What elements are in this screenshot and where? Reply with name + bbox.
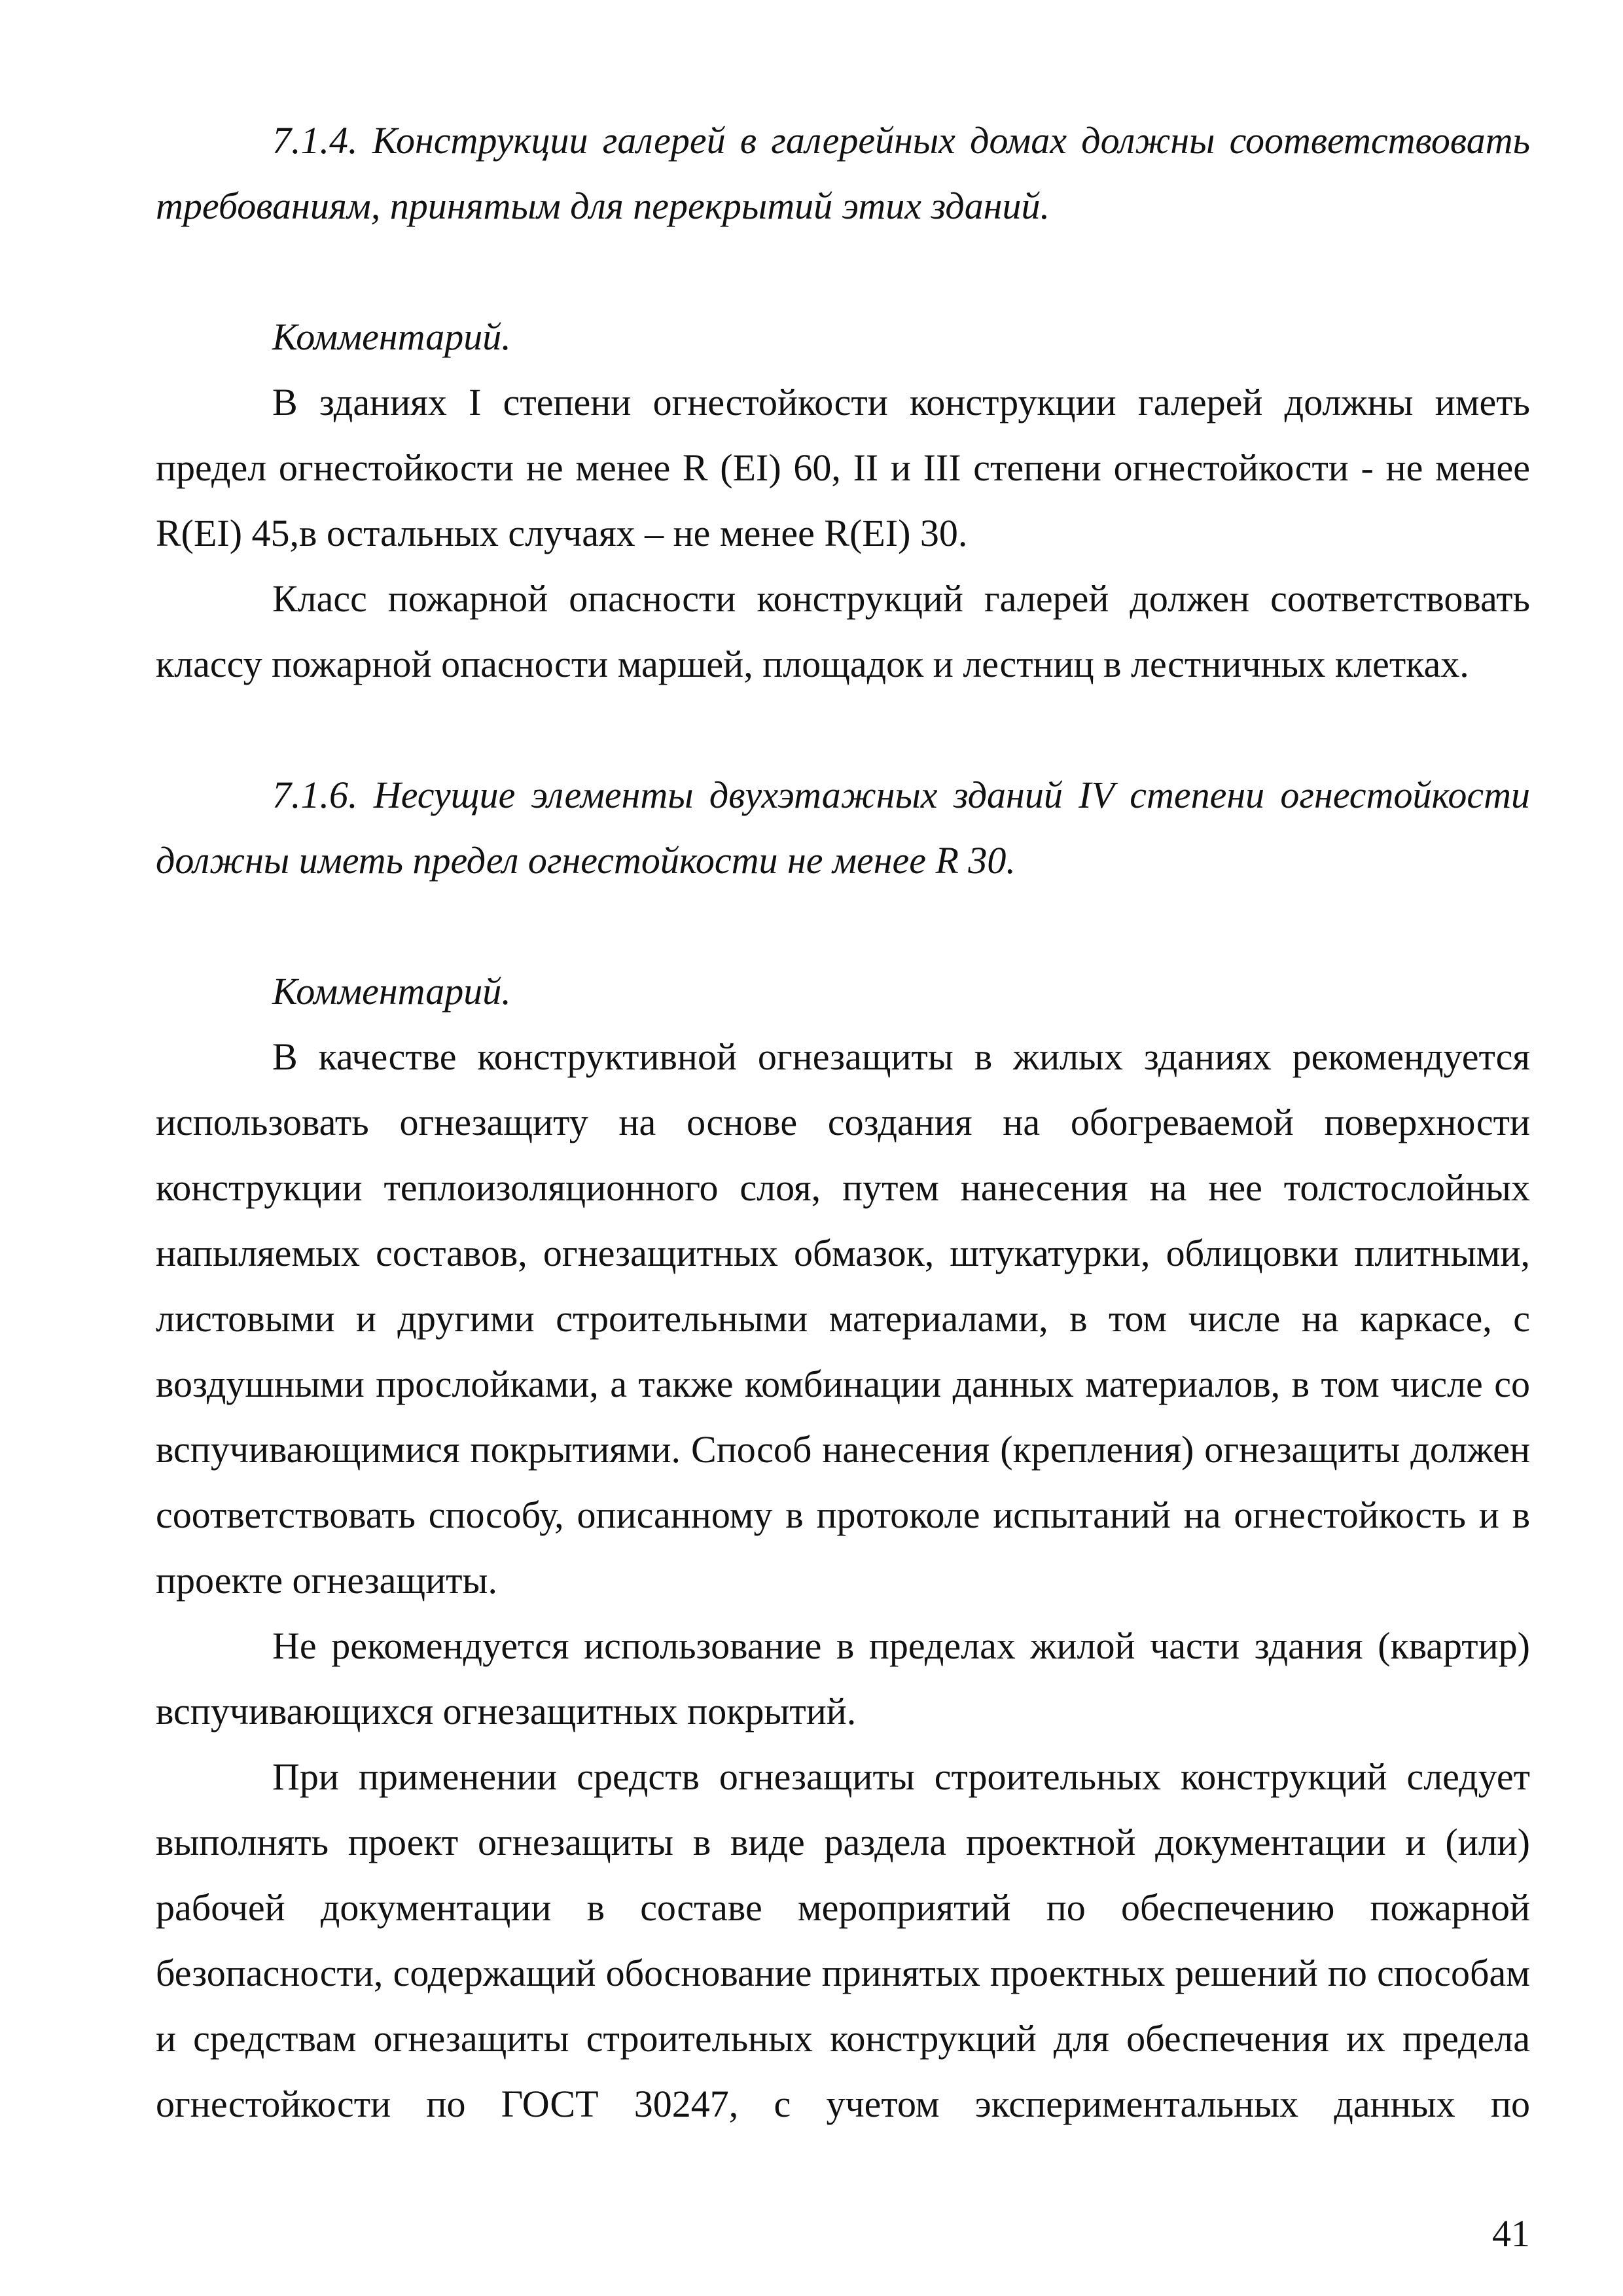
comment-label: Комментарий. bbox=[272, 970, 511, 1013]
comment-label: Комментарий. bbox=[272, 315, 511, 358]
spacer bbox=[156, 239, 1530, 304]
clause-7-1-6-text: 7.1.6. Несущие элементы двухэтажных зданий IV степени огнестойкости должны иметь предел огнестойкости не менее R 30. bbox=[156, 774, 1530, 882]
comment-paragraph: Класс пожарной опасности конструкций галерей должен соответствовать классу пожарной опасности маршей, площадок и лестниц в лестничных клетках. bbox=[156, 577, 1530, 685]
spacer bbox=[156, 697, 1530, 762]
spacer bbox=[156, 893, 1530, 959]
comment-paragraph: Не рекомендуется использование в пределах жилой части здания (квартир) вспучивающихся огнезащитных покрытий. bbox=[156, 1624, 1530, 1732]
document-page bbox=[156, 108, 1530, 2137]
comment-paragraph: При применении средств огнезащиты строительных конструкций следует выполнять проект огнезащиты в виде раздела проектной документации и (или) рабочей документации в составе мероприятий по обеспечению пожарной безопасности, содержащий обоснование принятых проектных решений по способам и средствам огнезащиты строительных конструкций для обеспечения их предела огнестойкости по ГОСТ 30247, с учетом экспериментальных данных по bbox=[156, 1755, 1530, 2125]
comment-paragraph: В качестве конструктивной огнезащиты в жилых зданиях рекомендуется использовать огнезащиту на основе создания на обогреваемой поверхности конструкции теплоизоляционного слоя, путем нанесения на нее толстослойных напыляемых составов, огнезащитных обмазок, штукатурки, облицовки плитными, листовыми и другими строительными материалами, в том числе на каркасе, с воздушными прослойками, а также комбинации данных материалов, в том числе со вспучивающимися покрытиями. Способ нанесения (крепления) огнезащиты должен соответствовать способу, описанному в протоколе испытаний на огнестойкость и в проекте огнезащиты. bbox=[156, 1035, 1530, 1602]
clause-7-1-4-text: 7.1.4. Конструкции галерей в галерейных домах должны соответствовать требованиям, принятым для перекрытий этих зданий. bbox=[156, 119, 1530, 227]
page-number: 41 bbox=[1492, 2212, 1530, 2255]
comment-paragraph: В зданиях I степени огнестойкости конструкции галерей должны иметь предел огнестойкости не менее R (EI) 60, II и III степени огнестойкости - не менее R(EI) 45,в остальных случаях – не менее R(EI) 30. bbox=[156, 381, 1530, 554]
